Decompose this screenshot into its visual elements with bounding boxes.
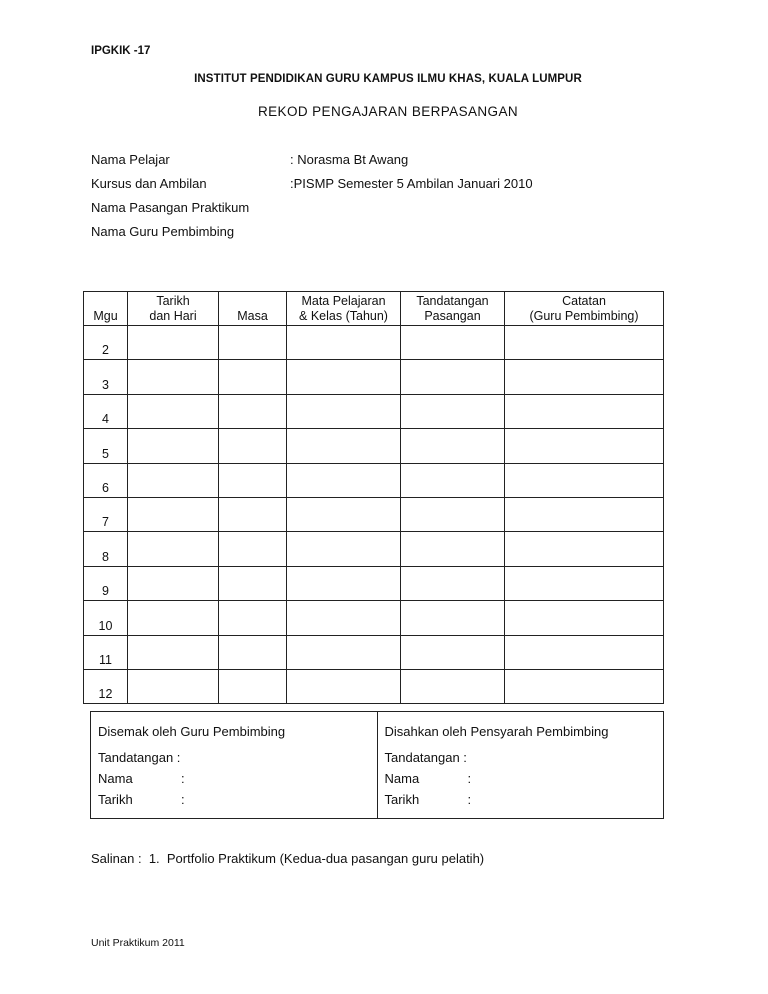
table-cell: [128, 429, 219, 463]
course-label: Kursus dan Ambilan: [91, 176, 207, 191]
table-cell: [401, 360, 505, 394]
col-header-subject-class: [287, 292, 401, 326]
week-number-cell: 10: [84, 601, 128, 635]
table-cell: [128, 635, 219, 669]
table-cell: [287, 326, 401, 360]
table-cell: [505, 635, 664, 669]
lecturer-signoff-heading: Disahkan oleh Pensyarah Pembimbing: [384, 724, 609, 739]
table-cell: [219, 497, 287, 531]
table-cell: [505, 394, 664, 428]
form-code: IPGKIK -17: [91, 45, 151, 57]
table-cell: [505, 566, 664, 600]
table-cell: [219, 601, 287, 635]
course-value: :PISMP Semester 5 Ambilan Januari 2010: [290, 176, 533, 191]
col-header-time-line2: Masa: [237, 309, 268, 323]
table-cell: [401, 601, 505, 635]
week-number-cell: 3: [84, 360, 128, 394]
table-cell: [401, 429, 505, 463]
table-cell: [505, 463, 664, 497]
table-cell: [401, 635, 505, 669]
table-cell: [128, 669, 219, 703]
week-number-cell: 2: [84, 326, 128, 360]
table-cell: [505, 601, 664, 635]
week-number-cell: 9: [84, 566, 128, 600]
table-row: [84, 429, 664, 463]
col-header-signature-line2: Pasangan: [424, 309, 481, 323]
col-header-date-line2: dan Hari: [149, 309, 197, 323]
table-cell: [287, 394, 401, 428]
col-header-subject-line2: & Kelas (Tahun): [299, 309, 388, 323]
table-cell: [219, 360, 287, 394]
table-cell: [287, 669, 401, 703]
table-cell: [128, 566, 219, 600]
teaching-record-table: [83, 291, 664, 704]
page-footer: Unit Praktikum 2011: [91, 937, 185, 949]
table-cell: [401, 669, 505, 703]
table-cell: [219, 394, 287, 428]
table-cell: [128, 463, 219, 497]
table-row: [84, 463, 664, 497]
week-number-cell: 12: [84, 669, 128, 703]
table-cell: [219, 532, 287, 566]
institution-name: INSTITUT PENDIDIKAN GURU KAMPUS ILMU KHAS, KUALA LUMPUR: [194, 73, 582, 85]
lecturer-date-field-label: Tarikh: [384, 792, 420, 807]
table-cell: [401, 497, 505, 531]
table-cell: [128, 360, 219, 394]
copy-note: Salinan : 1. Portfolio Praktikum (Kedua-dua pasangan guru pelatih): [91, 851, 485, 866]
week-number-cell: 4: [84, 394, 128, 428]
table-cell: [505, 326, 664, 360]
mentor-signoff-heading: Disemak oleh Guru Pembimbing: [98, 724, 286, 739]
table-cell: [219, 326, 287, 360]
col-header-week: [84, 292, 128, 326]
student-name-value: : Norasma Bt Awang: [290, 152, 409, 167]
table-row: [84, 669, 664, 703]
col-header-notes-line2: (Guru Pembimbing): [529, 309, 639, 323]
table-row: [84, 532, 664, 566]
week-number-cell: 8: [84, 532, 128, 566]
table-cell: [401, 463, 505, 497]
col-header-time: [219, 292, 287, 326]
table-cell: [401, 566, 505, 600]
table-cell: [287, 601, 401, 635]
table-cell: [505, 360, 664, 394]
week-number-cell: 6: [84, 463, 128, 497]
mentor-signature-label: Tandatangan :: [98, 750, 181, 765]
table-cell: [401, 532, 505, 566]
table-row: [84, 566, 664, 600]
mentor-signoff-box: [91, 712, 378, 819]
student-name-label: Nama Pelajar: [91, 152, 170, 167]
table-cell: [287, 360, 401, 394]
table-row: [84, 326, 664, 360]
table-cell: [505, 429, 664, 463]
table-cell: [401, 326, 505, 360]
page-title: REKOD PENGAJARAN BERPASANGAN: [257, 104, 518, 119]
table-cell: [287, 429, 401, 463]
table-cell: [505, 532, 664, 566]
lecturer-name-field-label: Nama: [384, 771, 420, 786]
table-cell: [128, 326, 219, 360]
table-cell: [219, 429, 287, 463]
col-header-notes: [505, 292, 664, 326]
col-header-week-line2: Mgu: [93, 309, 118, 323]
lecturer-date-colon: :: [467, 792, 472, 807]
col-header-date-line1: Tarikh: [156, 294, 190, 308]
table-cell: [287, 532, 401, 566]
table-cell: [505, 669, 664, 703]
col-header-signature-line1: Tandatangan: [416, 294, 489, 308]
table-row: [84, 635, 664, 669]
table-cell: [505, 497, 664, 531]
table-row: [84, 360, 664, 394]
mentor-date-field-label: Tarikh: [98, 792, 133, 807]
mentor-name-label: Nama Guru Pembimbing: [91, 224, 235, 239]
table-cell: [128, 601, 219, 635]
table-cell: [128, 497, 219, 531]
col-header-notes-line1: Catatan: [562, 294, 606, 308]
lecturer-signature-label: Tandatangan :: [384, 750, 467, 765]
table-cell: [219, 566, 287, 600]
week-number-cell: 5: [84, 429, 128, 463]
table-row: [84, 601, 664, 635]
col-header-partner-signature: [401, 292, 505, 326]
table-cell: [287, 497, 401, 531]
signoff-table: [90, 711, 664, 819]
table-row: [84, 394, 664, 428]
table-cell: [128, 532, 219, 566]
col-header-subject-line1: Mata Pelajaran: [301, 294, 386, 308]
table-row: [84, 497, 664, 531]
table-cell: [287, 566, 401, 600]
table-cell: [219, 669, 287, 703]
week-number-cell: 11: [84, 635, 128, 669]
table-cell: [219, 635, 287, 669]
lecturer-signoff-box: [377, 712, 664, 819]
table-cell: [401, 394, 505, 428]
mentor-name-colon: :: [181, 771, 185, 786]
mentor-name-field-label: Nama: [98, 771, 133, 786]
table-cell: [219, 463, 287, 497]
table-cell: [128, 394, 219, 428]
week-number-cell: 7: [84, 497, 128, 531]
table-cell: [287, 463, 401, 497]
lecturer-name-colon: :: [467, 771, 472, 786]
mentor-date-colon: :: [181, 792, 185, 807]
table-cell: [287, 635, 401, 669]
partner-name-label: Nama Pasangan Praktikum: [91, 200, 250, 215]
table-header-row: [84, 292, 664, 326]
col-header-date-day: [128, 292, 219, 326]
